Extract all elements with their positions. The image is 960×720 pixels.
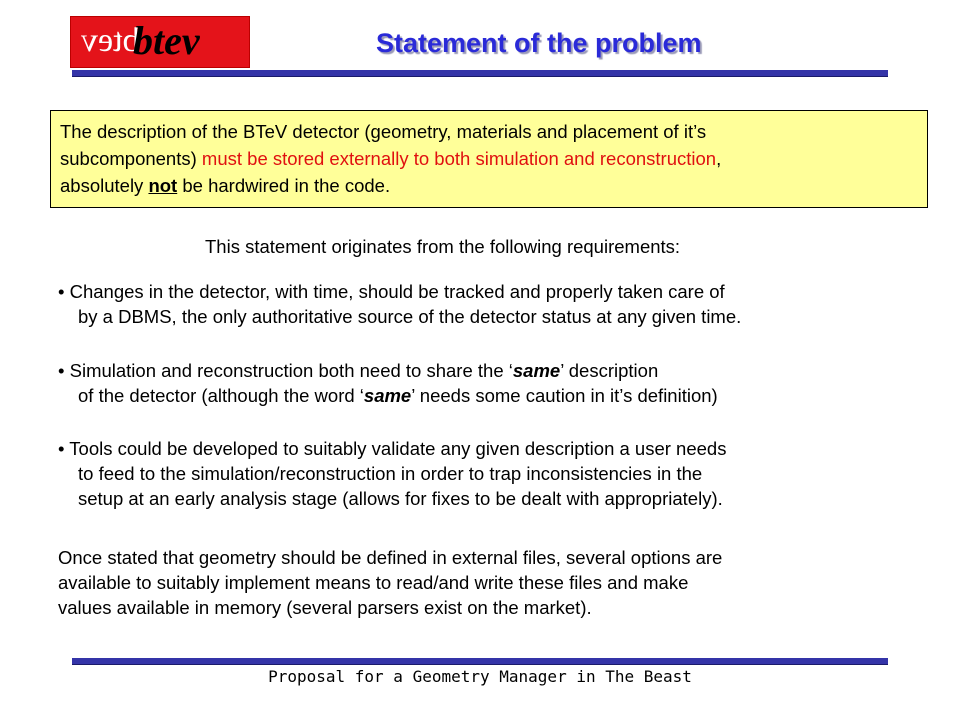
statement-text-2: subcomponents) — [60, 148, 197, 169]
bullet-line — [58, 383, 958, 408]
btev-logo — [70, 16, 250, 68]
requirement-bullet-shared-description — [58, 358, 958, 408]
closing-paragraph — [58, 545, 938, 620]
bullet-text: ’ needs some caution in it’s definition) — [411, 385, 718, 406]
logo-mirror-text: btev — [81, 22, 140, 59]
page-title: Statement of the problem — [376, 28, 702, 58]
requirement-bullet-validation-tools — [58, 436, 958, 511]
bullet-line: to feed to the simulation/reconstruction in order to trap inconsistencies in the — [78, 463, 703, 484]
closing-line: values available in memory (several parsers exist on the market). — [58, 597, 592, 618]
statement-highlight: must be stored externally to both simulation and reconstruction — [201, 148, 717, 169]
bullet-line: • Tools could be developed to suitably validate any given description a user needs — [58, 438, 727, 459]
bullet-line: • Changes in the detector, with time, should be tracked and properly taken care of — [58, 281, 725, 302]
closing-line: Once stated that geometry should be defined in external files, several options are — [58, 547, 723, 568]
logo-main-text: btev — [133, 18, 200, 63]
statement-comma: , — [716, 148, 722, 169]
bottom-divider — [72, 658, 888, 665]
bullet-line: setup at an early analysis stage (allows for fixes to be dealt with appropriately). — [78, 488, 723, 509]
statement-text-4: be hardwired in the code. — [182, 175, 391, 196]
statement-box — [50, 110, 928, 208]
statement-text-1: The description of the BTeV detector (geometry, materials and placement of it’s — [60, 121, 707, 142]
top-divider — [72, 70, 888, 77]
requirement-bullet-dbms — [58, 279, 958, 329]
bullet-line — [58, 358, 958, 383]
same-emphasis: same — [363, 385, 412, 406]
bullet-text: ’ description — [560, 360, 659, 381]
requirements-intro: This statement originates from the following requirements: — [205, 236, 681, 257]
bullet-text: • Simulation and reconstruction both need to share the ‘ — [58, 360, 513, 381]
same-emphasis: same — [512, 360, 561, 381]
statement-not-emphasis: not — [148, 175, 178, 196]
footer-text: Proposal for a Geometry Manager in The Beast — [268, 667, 692, 686]
closing-line: available to suitably implement means to read/and write these files and make — [58, 572, 689, 593]
statement-text-3: absolutely — [60, 175, 144, 196]
bullet-line: by a DBMS, the only authoritative source of the detector status at any given time. — [78, 306, 742, 327]
bullet-text: of the detector (although the word ‘ — [78, 385, 364, 406]
